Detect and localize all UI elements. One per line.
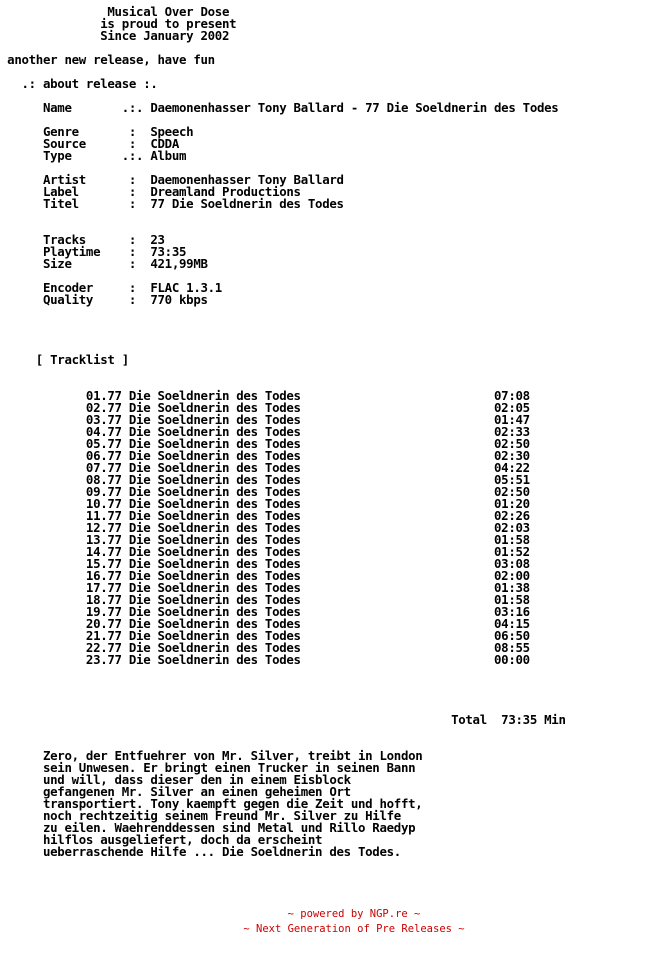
- nfo-line: 13.77 Die Soeldnerin des Todes 01:58: [0, 532, 530, 547]
- nfo-line: 03.77 Die Soeldnerin des Todes 01:47: [0, 412, 530, 427]
- nfo-line: Playtime : 73:35: [0, 244, 187, 259]
- nfo-line: 23.77 Die Soeldnerin des Todes 00:00: [0, 652, 530, 667]
- nfo-line: und will, dass dieser den in einem Eisblock: [0, 772, 351, 787]
- nfo-line: gefangenen Mr. Silver an einen geheimen Ort: [0, 784, 351, 799]
- nfo-line: 09.77 Die Soeldnerin des Todes 02:50: [0, 484, 530, 499]
- nfo-line: 14.77 Die Soeldnerin des Todes 01:52: [0, 544, 530, 559]
- nfo-line: Name .:. Daemonenhasser Tony Ballard - 77 Die Soeldnerin des Todes: [0, 100, 559, 115]
- nfo-line: 01.77 Die Soeldnerin des Todes 07:08: [0, 388, 530, 403]
- powered-by-line: ~ powered by NGP.re ~: [287, 908, 421, 920]
- nfo-line: Since January 2002: [0, 28, 230, 43]
- nfo-line: [ Tracklist ]: [0, 352, 129, 367]
- nfo-line: another new release, have fun: [0, 52, 215, 67]
- nfo-line: 08.77 Die Soeldnerin des Todes 05:51: [0, 472, 530, 487]
- nfo-line: 11.77 Die Soeldnerin des Todes 02:26: [0, 508, 530, 523]
- nfo-line: 05.77 Die Soeldnerin des Todes 02:50: [0, 436, 530, 451]
- nfo-line: 17.77 Die Soeldnerin des Todes 01:38: [0, 580, 530, 595]
- nfo-line: Type .:. Album: [0, 148, 187, 163]
- nfo-line: hilflos ausgeliefert, doch da erscheint: [0, 832, 323, 847]
- nfo-line: noch rechtzeitig seinem Freund Mr. Silver zu Hilfe: [0, 808, 401, 823]
- nfo-line: Artist : Daemonenhasser Tony Ballard: [0, 172, 344, 187]
- next-generation-line: ~ Next Generation of Pre Releases ~: [243, 923, 465, 935]
- nfo-line: Source : CDDA: [0, 136, 179, 151]
- nfo-line: Encoder : FLAC 1.3.1: [0, 280, 222, 295]
- nfo-line: 19.77 Die Soeldnerin des Todes 03:16: [0, 604, 530, 619]
- nfo-line: 21.77 Die Soeldnerin des Todes 06:50: [0, 628, 530, 643]
- nfo-line: 10.77 Die Soeldnerin des Todes 01:20: [0, 496, 530, 511]
- nfo-line: Quality : 770 kbps: [0, 292, 208, 307]
- nfo-line: 16.77 Die Soeldnerin des Todes 02:00: [0, 568, 530, 583]
- nfo-line: Tracks : 23: [0, 232, 165, 247]
- nfo-line: 20.77 Die Soeldnerin des Todes 04:15: [0, 616, 530, 631]
- nfo-line: Titel : 77 Die Soeldnerin des Todes: [0, 196, 344, 211]
- nfo-line: sein Unwesen. Er bringt einen Trucker in seinen Bann: [0, 760, 416, 775]
- nfo-line: ueberraschende Hilfe ... Die Soeldnerin des Todes.: [0, 844, 401, 859]
- nfo-line: 12.77 Die Soeldnerin des Todes 02:03: [0, 520, 530, 535]
- nfo-line: Genre : Speech: [0, 124, 194, 139]
- nfo-line: Label : Dreamland Productions: [0, 184, 301, 199]
- nfo-line: Musical Over Dose: [0, 4, 230, 19]
- nfo-line: 07.77 Die Soeldnerin des Todes 04:22: [0, 460, 530, 475]
- nfo-line: 04.77 Die Soeldnerin des Todes 02:33: [0, 424, 530, 439]
- nfo-line: 18.77 Die Soeldnerin des Todes 01:58: [0, 592, 530, 607]
- nfo-line: 02.77 Die Soeldnerin des Todes 02:05: [0, 400, 530, 415]
- nfo-line: Zero, der Entfuehrer von Mr. Silver, treibt in London: [0, 748, 423, 763]
- nfo-line: Total 73:35 Min: [0, 712, 566, 727]
- nfo-line: 15.77 Die Soeldnerin des Todes 03:08: [0, 556, 530, 571]
- nfo-line: Size : 421,99MB: [0, 256, 208, 271]
- nfo-line: transportiert. Tony kaempft gegen die Zeit und hofft,: [0, 796, 423, 811]
- nfo-line: 06.77 Die Soeldnerin des Todes 02:30: [0, 448, 530, 463]
- nfo-line: is proud to present: [0, 16, 237, 31]
- nfo-line: 22.77 Die Soeldnerin des Todes 08:55: [0, 640, 530, 655]
- nfo-line: .: about release :.: [0, 76, 158, 91]
- nfo-line: zu eilen. Waehrenddessen sind Metal und Rillo Raedyp: [0, 820, 416, 835]
